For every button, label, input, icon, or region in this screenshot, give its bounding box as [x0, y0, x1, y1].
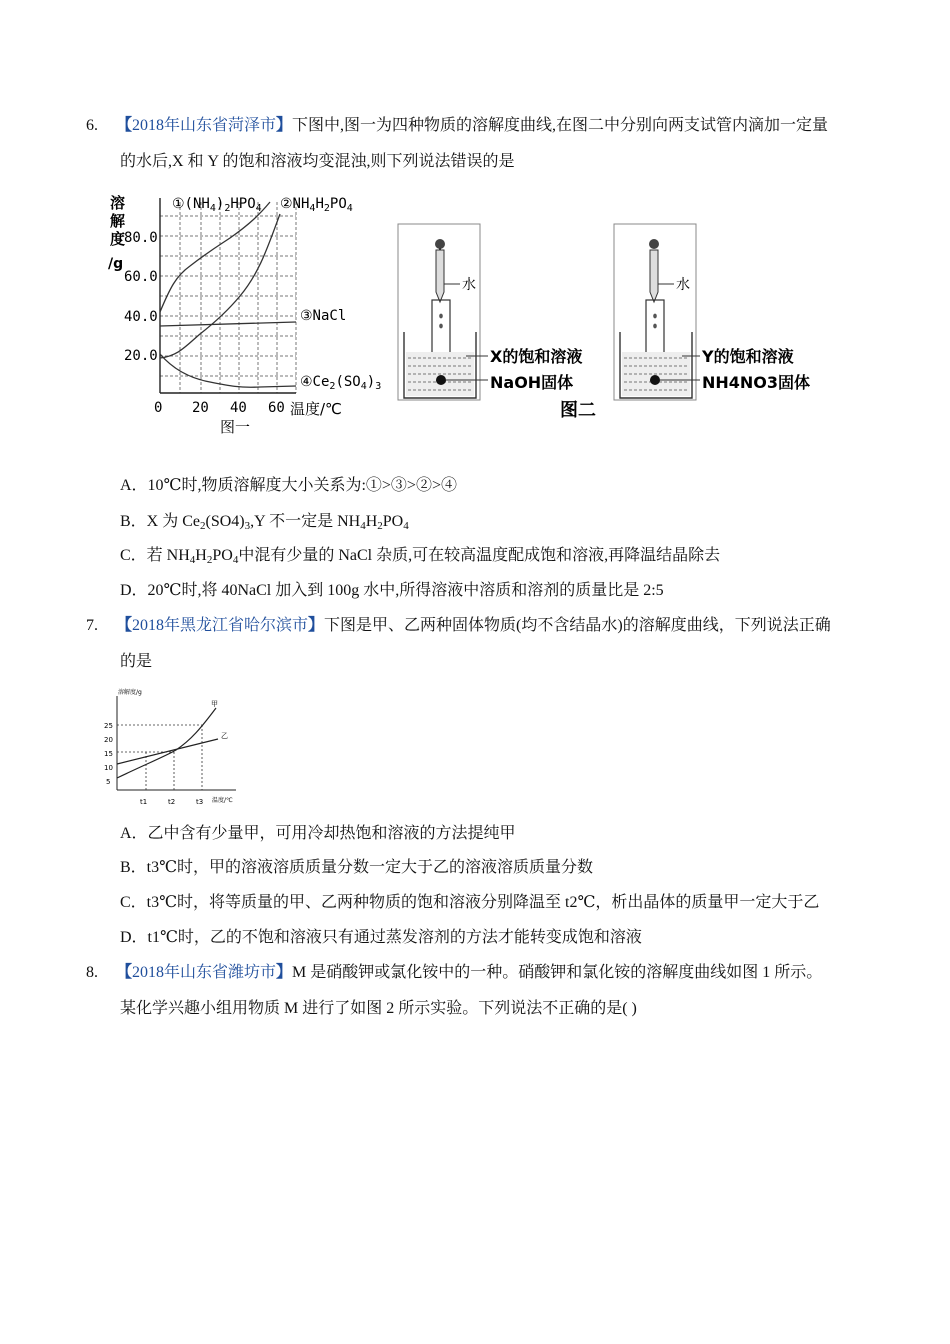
fig1-legend-3: ③NaCl: [300, 308, 347, 324]
q7-label-jia: 甲: [211, 700, 218, 708]
q7-stem-line2: 的是: [120, 653, 153, 670]
q6-option-d: D．20℃时,将 40NaCl 加入到 100g 水中,所得溶液中溶质和溶剂的质量比是 2:5: [120, 582, 664, 599]
q6-source: 2018年山东省菏泽市: [132, 117, 277, 134]
q7-ytick-5: 5: [106, 778, 111, 786]
fig1-ylabel-2: 解: [110, 212, 126, 230]
q7-option-c: C．t3℃时，将等质量的甲、乙两种物质的饱和溶液分别降温至 t2℃，析出晶体的质量甲一定大于乙: [120, 894, 820, 911]
q7-xtick-t1: t1: [140, 798, 148, 806]
q7-curve-yi: [117, 739, 218, 764]
q6-figure2: [396, 222, 816, 422]
q8-stem-text1: M 是硝酸钾或氯化铵中的一种。硝酸钾和氯化铵的溶解度曲线如图 1 所示。: [292, 964, 823, 981]
fig1-legend-4: $④Ce_2(SO_4)_3$: [300, 374, 382, 392]
q6-stem-line1: 6. 【2018年山东省菏泽市】下图中,图一为四种物质的溶解度曲线,在图二中分别向两支试管内滴加一定量: [86, 117, 829, 134]
fig1-ytick-20: 20.0: [124, 348, 158, 364]
q7-ytick-25: 25: [104, 722, 113, 730]
q7-xtick-t3: t3: [196, 798, 204, 806]
fig1-ytick-40: 40.0: [124, 309, 158, 325]
fig2-right-solution: Y的饱和溶液: [702, 347, 794, 366]
q7-source: 2018年黑龙江省哈尔滨市: [132, 617, 309, 634]
fig2-left-solution: X的饱和溶液: [490, 347, 583, 366]
fig1-xtick-40: 40: [230, 400, 247, 416]
q7-ytick-20: 20: [104, 736, 113, 744]
q7-xlabel: 温度/℃: [212, 797, 233, 804]
q7-number: 7.: [86, 617, 98, 634]
q7-option-a: A．乙中含有少量甲，可用冷却热饱和溶液的方法提纯甲: [120, 825, 516, 842]
fig1-ylabel-3: 度: [110, 230, 126, 248]
fig1-ylabel-4: /g: [108, 256, 124, 272]
q8-number: 8.: [86, 964, 98, 981]
fig1-legend-1: $①(NH_4)_2HPO_4$: [172, 196, 262, 214]
fig1-grid: [160, 202, 296, 393]
q7-guides: [117, 725, 202, 790]
fig2-left-solid: NaOH固体: [490, 373, 574, 392]
fig2-caption: 图二: [560, 400, 596, 421]
fig1-ytick-80: 80.0: [124, 230, 158, 246]
q6-stem-text1: 下图中,图一为四种物质的溶解度曲线,在图二中分别向两支试管内滴加一定量: [292, 117, 829, 134]
q6-option-b: B．X 为 $Ce_2(SO4)_3,Y$ 不一定是 $NH_4H_2PO_4$: [120, 513, 409, 532]
q6-option-c: C．若 $NH_4H_2PO_4$中混有少量的 NaCl 杂质,可在较高温度配成饱和溶液,再降温结晶除去: [120, 547, 721, 566]
fig1-legend-2: $②NH_4H_2PO_4$: [280, 196, 353, 214]
q7-chart: [96, 684, 246, 814]
fig2-left-water: 水: [462, 277, 476, 293]
q8-stem-line2: 某化学兴趣小组用物质 M 进行了如图 2 所示实验。下列说法不正确的是( ): [120, 1000, 637, 1017]
q7-stem-line1: 7. 【2018年黑龙江省哈尔滨市】下图是甲、乙两种固体物质(均不含结晶水)的溶解度曲线，下列说法正确: [86, 617, 831, 634]
q7-ylabel: 溶解度/g: [118, 689, 142, 696]
q8-source: 2018年山东省潍坊市: [132, 964, 277, 981]
q7-ytick-10: 10: [104, 764, 113, 772]
fig2-right-solid: NH4NO3固体: [702, 373, 811, 392]
q6-stem-line2: 的水后,X 和 Y 的饱和溶液均变混浊,则下列说法错误的是: [120, 153, 515, 170]
fig2-right-water: 水: [676, 277, 690, 293]
q7-xtick-t2: t2: [168, 798, 176, 806]
fig1-ylabel-1: 溶: [110, 194, 126, 212]
fig1-ytick-60: 60.0: [124, 269, 158, 285]
q7-option-d: D．t1℃时，乙的不饱和溶液只有通过蒸发溶剂的方法才能转变成饱和溶液: [120, 929, 642, 946]
q6-option-a: A．10℃时,物质溶解度大小关系为:①>③>②>④: [120, 477, 457, 494]
fig1-caption: 图一: [220, 418, 251, 436]
fig1-xtick-20: 20: [192, 400, 209, 416]
q8-stem-line1: 8. 【2018年山东省潍坊市】M 是硝酸钾或氯化铵中的一种。硝酸钾和氯化铵的溶解度曲线如图 1 所示。: [86, 964, 823, 981]
q7-stem-text1: 下图是甲、乙两种固体物质(均不含结晶水)的溶解度曲线，下列说法正确: [324, 617, 831, 634]
q7-label-yi: 乙: [221, 732, 228, 740]
q6-number: 6.: [86, 117, 98, 134]
fig1-xlabel: 温度/℃: [290, 400, 342, 418]
fig2-right-apparatus: [620, 239, 700, 398]
q7-option-b: B．t3℃时，甲的溶液溶质质量分数一定大于乙的溶液溶质质量分数: [120, 859, 594, 876]
fig2-left-apparatus: [404, 239, 488, 398]
fig1-xtick-0: 0: [154, 400, 163, 416]
q6-figure1: [100, 188, 382, 440]
q7-ytick-15: 15: [104, 750, 113, 758]
fig1-xtick-60: 60: [268, 400, 285, 416]
